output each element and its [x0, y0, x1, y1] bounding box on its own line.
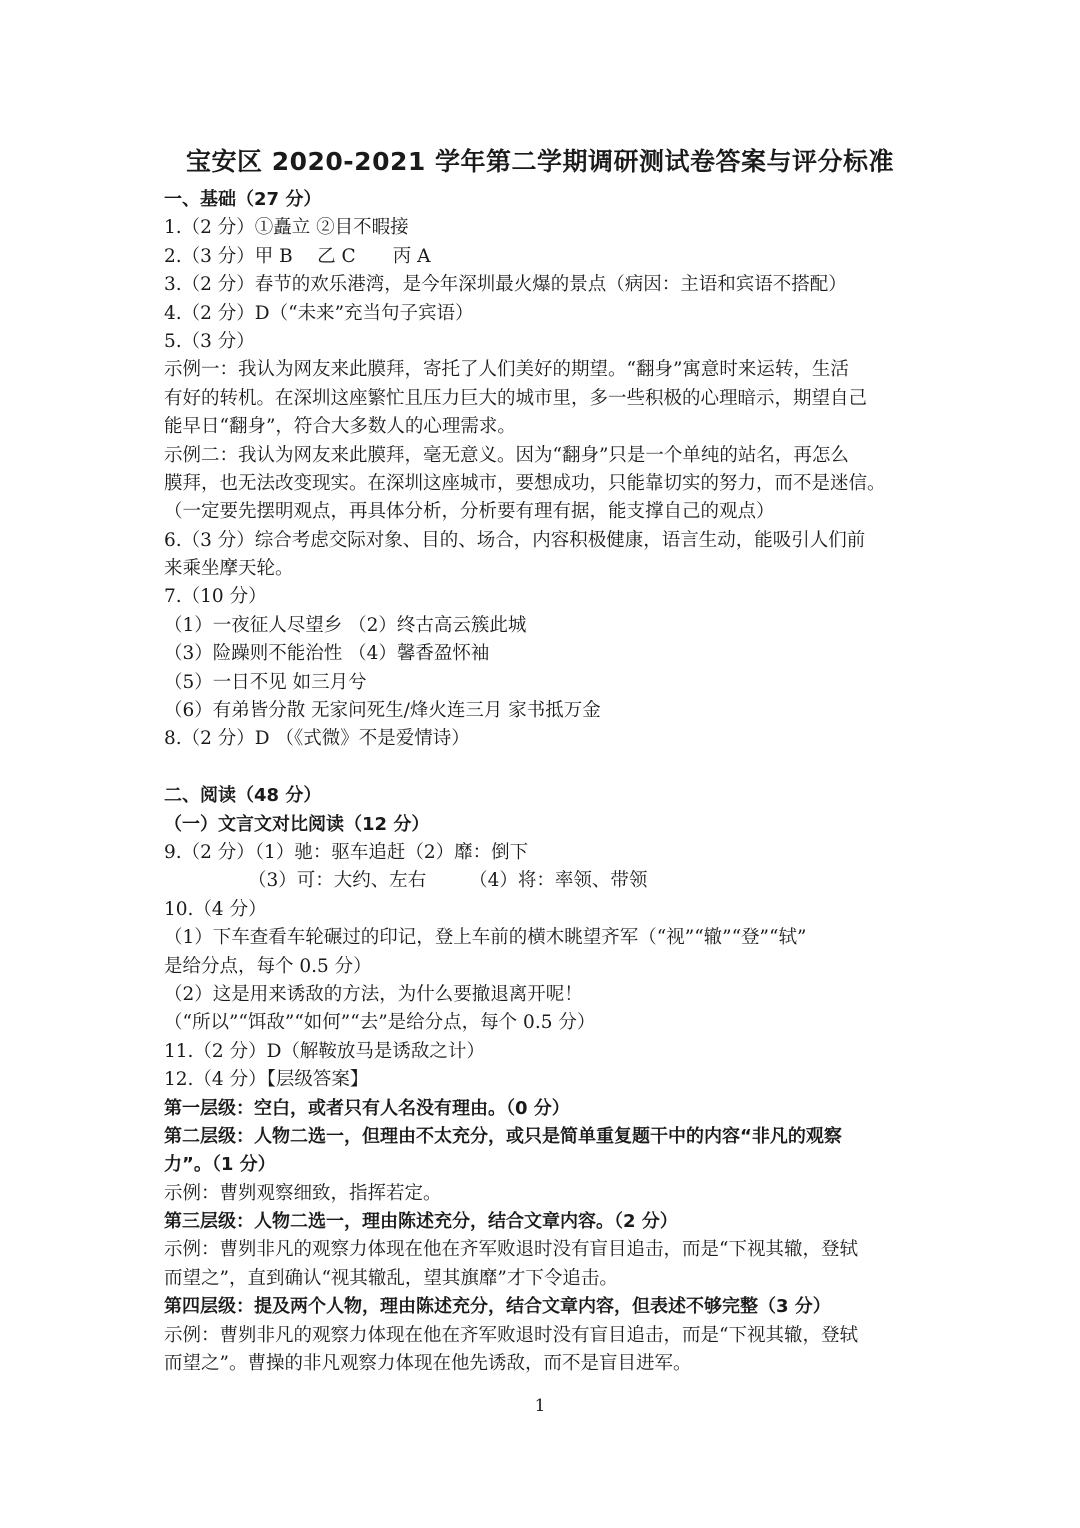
q5-example1-line: 能早日“翻身”，符合大多数人的心理需求。 [164, 416, 516, 438]
q5-example2-line: 膜拜，也无法改变现实。在深圳这座城市，要想成功，只能靠切实的努力，而不是迷信。 [164, 472, 886, 494]
level-2-cont: 力”。（1 分） [164, 1154, 276, 1176]
level-2: 第二层级：人物二选一，但理由不太充分，或只是简单重复题干中的内容“非凡的观察 [164, 1125, 842, 1147]
answer-q10: 10.（4 分） [164, 898, 267, 920]
answer-q7: 7.（10 分） [164, 586, 267, 608]
answer-q2: 2.（3 分）甲 B 乙 C 丙 A [164, 245, 431, 267]
q7-item: （5）一日不见 如三月兮 [164, 671, 367, 693]
answer-q4: 4.（2 分）D（“未来”充当句子宾语） [164, 302, 474, 324]
q5-example2-line: 示例二：我认为网友来此膜拜，毫无意义。因为“翻身”只是一个单纯的站名，再怎么 [164, 444, 849, 466]
level-4-example-cont: 而望之”。曹操的非凡观察力体现在他先诱敌，而不是盲目进军。 [164, 1353, 692, 1375]
q10-item-note: （“所以”“饵敌”“如何”“去”是给分点，每个 0.5 分） [164, 1012, 596, 1034]
section-heading-basics: 一、基础（27 分） [164, 189, 322, 210]
answer-body [164, 186, 924, 1378]
level-3: 第三层级：人物二选一，理由陈述充分，结合文章内容。（2 分） [164, 1211, 678, 1233]
spacer [164, 754, 924, 782]
subsection-heading: （一）文言文对比阅读（12 分） [164, 813, 430, 835]
answer-q8: 8.（2 分）D （《式微》不是爱情诗） [164, 728, 470, 750]
answer-q9: 9.（2 分）（1）驰：驱车追赶（2）靡：倒下 [164, 841, 529, 863]
level-2-example: 示例：曹刿观察细致，指挥若定。 [164, 1182, 442, 1204]
answer-q1: 1.（2 分）①矗立 ②目不暇接 [164, 217, 409, 239]
section-heading-reading: 二、阅读（48 分） [164, 785, 322, 807]
q5-example1-line: 有好的转机。在深圳这座繁忙且压力巨大的城市里，多一些积极的心理暗示，期望自己 [164, 387, 868, 409]
level-4: 第四层级：提及两个人物，理由陈述充分，结合文章内容，但表述不够完整（3 分） [164, 1296, 831, 1318]
answer-q6: 6.（3 分）综合考虑交际对象、目的、场合，内容积极健康，语言生动，能吸引人们前 [164, 529, 866, 551]
level-1: 第一层级：空白，或者只有人名没有理由。（0 分） [164, 1097, 570, 1119]
page-number: 1 [534, 1396, 546, 1416]
answer-q12: 12.（4 分）【层级答案】 [164, 1069, 369, 1091]
page-title: 宝安区 2020-2021 学年第二学期调研测试卷答案与评分标准 [186, 147, 894, 176]
level-3-example-cont: 而望之”，直到确认“视其辙乱，望其旗靡”才下令追击。 [164, 1267, 618, 1289]
q10-item-cont: 是给分点，每个 0.5 分） [164, 955, 372, 977]
answer-q6-cont: 来乘坐摩天轮。 [164, 558, 294, 580]
level-4-example: 示例：曹刿非凡的观察力体现在他在齐军败退时没有盲目追击，而是“下视其辙，登轼 [164, 1324, 858, 1346]
level-3-example: 示例：曹刿非凡的观察力体现在他在齐军败退时没有盲目追击，而是“下视其辙，登轼 [164, 1239, 858, 1261]
q10-item: （2）这是用来诱敌的方法，为什么要撤退离开呢！ [164, 983, 583, 1005]
q7-item: （1）一夜征人尽望乡 （2）终古高云簇此城 [164, 614, 527, 636]
answer-q3: 3.（2 分）春节的欢乐港湾，是今年深圳最火爆的景点（病因：主语和宾语不搭配） [164, 274, 847, 296]
q5-example1-line: 示例一：我认为网友来此膜拜，寄托了人们美好的期望。“翻身”寓意时来运转，生活 [164, 359, 849, 381]
q7-item: （6）有弟皆分散 无家问死生/烽火连三月 家书抵万金 [164, 700, 601, 722]
q5-note: （一定要先摆明观点，再具体分析，分析要有理有据，能支撑自己的观点） [164, 501, 775, 523]
answer-q9-cont: （3）可：大约、左右 （4）将：率领、带领 [248, 870, 648, 892]
q10-item: （1）下车查看车轮碾过的印记，登上车前的横木眺望齐军（“视”“辙”“登”“轼” [164, 927, 807, 949]
q7-item: （3）险躁则不能治性 （4）馨香盈怀袖 [164, 643, 490, 665]
answer-q5: 5.（3 分） [164, 330, 255, 352]
answer-q11: 11.（2 分）D（解鞍放马是诱敌之计） [164, 1040, 485, 1062]
